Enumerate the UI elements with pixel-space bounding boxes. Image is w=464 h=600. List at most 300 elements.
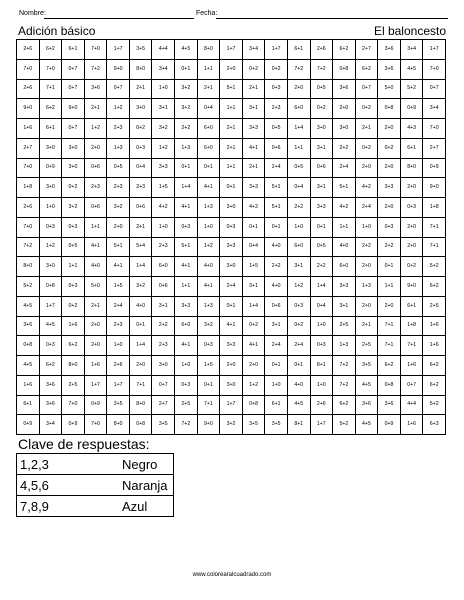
grid-cell[interactable]: 2+0 [400, 178, 423, 198]
grid-cell[interactable]: 9+0 [62, 99, 85, 119]
grid-cell[interactable]: 7+2 [17, 237, 40, 257]
grid-cell[interactable]: 2+4 [355, 198, 378, 218]
grid-cell[interactable]: 6+2 [39, 356, 62, 376]
grid-cell[interactable]: 1+7 [220, 40, 243, 60]
grid-cell[interactable]: 3+0 [220, 257, 243, 277]
grid-cell[interactable]: 2+4 [107, 296, 130, 316]
grid-cell[interactable]: 0+5 [310, 79, 333, 99]
grid-cell[interactable]: 2+1 [355, 119, 378, 139]
grid-cell[interactable]: 3+2 [197, 316, 220, 336]
grid-cell[interactable]: 1+2 [242, 375, 265, 395]
grid-cell[interactable]: 1+1 [287, 138, 310, 158]
grid-cell[interactable]: 2+5 [62, 375, 85, 395]
grid-cell[interactable]: 4+1 [107, 257, 130, 277]
grid-cell[interactable]: 1+6 [400, 356, 423, 376]
grid-cell[interactable]: 6+2 [333, 40, 356, 60]
grid-cell[interactable]: 3+5 [242, 415, 265, 435]
grid-cell[interactable]: 7+0 [84, 415, 107, 435]
grid-cell[interactable]: 3+1 [287, 257, 310, 277]
grid-cell[interactable]: 4+0 [333, 237, 356, 257]
grid-cell[interactable]: 3+0 [310, 119, 333, 139]
grid-cell[interactable]: 1+4 [287, 119, 310, 139]
grid-cell[interactable]: 0+1 [175, 158, 198, 178]
grid-cell[interactable]: 1+7 [265, 40, 288, 60]
grid-cell[interactable]: 2+1 [220, 138, 243, 158]
grid-cell[interactable]: 9+0 [423, 178, 446, 198]
grid-cell[interactable]: 8+0 [107, 415, 130, 435]
grid-cell[interactable]: 2+0 [378, 198, 401, 218]
grid-cell[interactable]: 1+3 [355, 277, 378, 297]
grid-cell[interactable]: 4+4 [152, 40, 175, 60]
grid-cell[interactable]: 3+6 [378, 395, 401, 415]
grid-cell[interactable]: 2+1 [242, 79, 265, 99]
grid-cell[interactable]: 4+5 [17, 356, 40, 376]
grid-cell[interactable]: 1+3 [175, 138, 198, 158]
grid-cell[interactable]: 7+0 [423, 59, 446, 79]
grid-cell[interactable]: 5+1 [265, 178, 288, 198]
grid-cell[interactable]: 7+2 [84, 59, 107, 79]
grid-cell[interactable]: 0+3 [175, 217, 198, 237]
grid-cell[interactable]: 3+1 [265, 316, 288, 336]
grid-cell[interactable]: 4+1 [197, 178, 220, 198]
grid-cell[interactable]: 1+0 [39, 198, 62, 218]
grid-cell[interactable]: 4+2 [152, 198, 175, 218]
grid-cell[interactable]: 2+6 [310, 395, 333, 415]
grid-cell[interactable]: 0+3 [287, 296, 310, 316]
grid-cell[interactable]: 0+4 [287, 178, 310, 198]
grid-cell[interactable]: 6+0 [287, 237, 310, 257]
grid-cell[interactable]: 7+2 [310, 59, 333, 79]
grid-cell[interactable]: 8+0 [197, 40, 220, 60]
grid-cell[interactable]: 8+1 [310, 356, 333, 376]
grid-cell[interactable]: 0+1 [378, 257, 401, 277]
grid-cell[interactable]: 3+0 [220, 375, 243, 395]
grid-cell[interactable]: 1+6 [400, 415, 423, 435]
grid-cell[interactable]: 9+0 [197, 415, 220, 435]
grid-cell[interactable]: 4+5 [39, 316, 62, 336]
grid-cell[interactable]: 2+1 [220, 119, 243, 139]
grid-cell[interactable]: 1+6 [62, 316, 85, 336]
grid-cell[interactable]: 1+8 [423, 198, 446, 218]
grid-cell[interactable]: 1+0 [175, 356, 198, 376]
grid-cell[interactable]: 7+1 [423, 217, 446, 237]
grid-cell[interactable]: 0+3 [378, 217, 401, 237]
grid-cell[interactable]: 2+2 [152, 316, 175, 336]
grid-cell[interactable]: 2+3 [107, 119, 130, 139]
grid-cell[interactable]: 4+4 [400, 395, 423, 415]
grid-cell[interactable]: 3+4 [152, 59, 175, 79]
grid-cell[interactable]: 1+4 [242, 296, 265, 316]
grid-cell[interactable]: 5+1 [265, 198, 288, 218]
grid-cell[interactable]: 2+1 [355, 316, 378, 336]
grid-cell[interactable]: 6+0 [287, 99, 310, 119]
grid-cell[interactable]: 1+3 [197, 296, 220, 316]
grid-cell[interactable]: 8+1 [287, 415, 310, 435]
grid-cell[interactable]: 2+3 [265, 99, 288, 119]
grid-cell[interactable]: 0+3 [175, 375, 198, 395]
grid-cell[interactable]: 0+9 [62, 415, 85, 435]
grid-cell[interactable]: 4+0 [84, 257, 107, 277]
grid-cell[interactable]: 6+2 [39, 40, 62, 60]
grid-cell[interactable]: 2+2 [310, 257, 333, 277]
grid-cell[interactable]: 1+2 [84, 119, 107, 139]
grid-cell[interactable]: 3+1 [310, 178, 333, 198]
grid-cell[interactable]: 0+1 [287, 356, 310, 376]
grid-cell[interactable]: 0+5 [265, 119, 288, 139]
grid-cell[interactable]: 6+2 [423, 375, 446, 395]
grid-cell[interactable]: 6+1 [17, 395, 40, 415]
grid-cell[interactable]: 4+1 [220, 316, 243, 336]
grid-cell[interactable]: 3+1 [152, 296, 175, 316]
grid-cell[interactable]: 3+5 [355, 356, 378, 376]
grid-cell[interactable]: 2+2 [175, 119, 198, 139]
grid-cell[interactable]: 1+6 [84, 356, 107, 376]
grid-cell[interactable]: 0+2 [62, 296, 85, 316]
grid-cell[interactable]: 4+1 [175, 198, 198, 218]
grid-cell[interactable]: 2+4 [333, 158, 356, 178]
grid-cell[interactable]: 0+9 [84, 395, 107, 415]
grid-cell[interactable]: 0+1 [175, 59, 198, 79]
grid-cell[interactable]: 5+2 [423, 257, 446, 277]
grid-cell[interactable]: 2+1 [84, 99, 107, 119]
grid-cell[interactable]: 2+3 [107, 178, 130, 198]
grid-cell[interactable]: 1+7 [310, 415, 333, 435]
grid-cell[interactable]: 1+1 [220, 158, 243, 178]
grid-cell[interactable]: 7+1 [378, 316, 401, 336]
grid-cell[interactable]: 1+2 [152, 138, 175, 158]
grid-cell[interactable]: 2+7 [152, 395, 175, 415]
grid-cell[interactable]: 1+1 [175, 277, 198, 297]
grid-cell[interactable]: 3+6 [378, 40, 401, 60]
grid-cell[interactable]: 0+2 [129, 119, 152, 139]
grid-cell[interactable]: 2+0 [355, 257, 378, 277]
grid-cell[interactable]: 3+0 [62, 158, 85, 178]
grid-cell[interactable]: 3+3 [242, 119, 265, 139]
grid-cell[interactable]: 0+8 [17, 336, 40, 356]
grid-cell[interactable]: 0+4 [310, 296, 333, 316]
grid-cell[interactable]: 6+3 [423, 415, 446, 435]
grid-cell[interactable]: 1+1 [333, 217, 356, 237]
grid-cell[interactable]: 1+7 [84, 375, 107, 395]
grid-cell[interactable]: 1+1 [378, 277, 401, 297]
grid-cell[interactable]: 0+2 [378, 138, 401, 158]
grid-cell[interactable]: 7+0 [84, 40, 107, 60]
grid-cell[interactable]: 1+0 [355, 217, 378, 237]
grid-cell[interactable]: 2+2 [287, 198, 310, 218]
grid-cell[interactable]: 1+4 [129, 336, 152, 356]
grid-cell[interactable]: 0+8 [39, 277, 62, 297]
grid-cell[interactable]: 7+1 [400, 336, 423, 356]
grid-cell[interactable]: 0+3 [62, 217, 85, 237]
grid-cell[interactable]: 7+0 [17, 158, 40, 178]
grid-cell[interactable]: 3+4 [423, 99, 446, 119]
grid-cell[interactable]: 1+6 [17, 119, 40, 139]
grid-cell[interactable]: 3+1 [310, 138, 333, 158]
grid-cell[interactable]: 0+9 [17, 415, 40, 435]
grid-cell[interactable]: 5+2 [17, 277, 40, 297]
grid-cell[interactable]: 0+3 [197, 336, 220, 356]
grid-cell[interactable]: 4+5 [355, 415, 378, 435]
grid-cell[interactable]: 1+2 [107, 99, 130, 119]
grid-cell[interactable]: 0+6 [84, 198, 107, 218]
grid-cell[interactable]: 5+2 [423, 395, 446, 415]
grid-cell[interactable]: 1+4 [175, 178, 198, 198]
grid-cell[interactable]: 0+6 [152, 277, 175, 297]
grid-cell[interactable]: 0+4 [129, 158, 152, 178]
grid-cell[interactable]: 0+6 [129, 198, 152, 218]
grid-cell[interactable]: 3+6 [39, 395, 62, 415]
grid-cell[interactable]: 4+5 [17, 296, 40, 316]
grid-cell[interactable]: 9+0 [400, 277, 423, 297]
grid-cell[interactable]: 7+1 [39, 79, 62, 99]
grid-cell[interactable]: 1+7 [107, 40, 130, 60]
grid-cell[interactable]: 3+0 [39, 257, 62, 277]
grid-cell[interactable]: 0+4 [242, 237, 265, 257]
grid-cell[interactable]: 0+7 [423, 79, 446, 99]
grid-cell[interactable]: 0+5 [62, 237, 85, 257]
grid-cell[interactable]: 0+9 [423, 158, 446, 178]
grid-cell[interactable]: 1+6 [17, 375, 40, 395]
grid-cell[interactable]: 1+2 [39, 237, 62, 257]
grid-cell[interactable]: 3+3 [220, 336, 243, 356]
grid-cell[interactable]: 7+1 [197, 395, 220, 415]
grid-cell[interactable]: 0+2 [287, 316, 310, 336]
grid-cell[interactable]: 1+0 [310, 316, 333, 336]
grid-cell[interactable]: 3+5 [152, 415, 175, 435]
grid-cell[interactable]: 6+2 [355, 59, 378, 79]
grid-cell[interactable]: 1+0 [107, 336, 130, 356]
grid-cell[interactable]: 4+1 [242, 336, 265, 356]
grid-cell[interactable]: 2+7 [423, 138, 446, 158]
grid-cell[interactable]: 4+5 [175, 40, 198, 60]
grid-cell[interactable]: 3+0 [39, 138, 62, 158]
grid-cell[interactable]: 7+2 [287, 59, 310, 79]
grid-cell[interactable]: 4+0 [265, 277, 288, 297]
grid-cell[interactable]: 2+0 [242, 356, 265, 376]
grid-cell[interactable]: 0+7 [62, 79, 85, 99]
grid-cell[interactable]: 7+0 [62, 395, 85, 415]
grid-cell[interactable]: 3+0 [62, 138, 85, 158]
grid-cell[interactable]: 2+6 [310, 40, 333, 60]
grid-cell[interactable]: 0+7 [152, 375, 175, 395]
grid-cell[interactable]: 3+3 [310, 198, 333, 218]
grid-cell[interactable]: 1+0 [152, 217, 175, 237]
grid-cell[interactable]: 3+6 [17, 316, 40, 336]
grid-cell[interactable]: 8+0 [17, 257, 40, 277]
grid-cell[interactable]: 2+5 [333, 316, 356, 336]
grid-cell[interactable]: 3+6 [378, 59, 401, 79]
grid-cell[interactable]: 2+5 [175, 395, 198, 415]
grid-cell[interactable]: 4+1 [175, 257, 198, 277]
grid-cell[interactable]: 1+4 [310, 277, 333, 297]
grid-cell[interactable]: 0+2 [310, 99, 333, 119]
grid-cell[interactable]: 0+9 [378, 415, 401, 435]
grid-cell[interactable]: 0+1 [265, 356, 288, 376]
grid-cell[interactable]: 5+1 [107, 237, 130, 257]
grid-cell[interactable]: 3+4 [242, 40, 265, 60]
grid-cell[interactable]: 2+2 [333, 138, 356, 158]
grid-cell[interactable]: 6+1 [62, 40, 85, 60]
grid-cell[interactable]: 0+2 [355, 99, 378, 119]
grid-cell[interactable]: 2+0 [129, 356, 152, 376]
grid-cell[interactable]: 2+4 [265, 158, 288, 178]
grid-cell[interactable]: 0+3 [62, 277, 85, 297]
grid-cell[interactable]: 8+0 [400, 158, 423, 178]
grid-cell[interactable]: 2+3 [84, 178, 107, 198]
grid-cell[interactable]: 2+2 [265, 257, 288, 277]
grid-cell[interactable]: 2+1 [197, 79, 220, 99]
grid-cell[interactable]: 0+1 [265, 217, 288, 237]
grid-cell[interactable]: 4+2 [333, 198, 356, 218]
grid-cell[interactable]: 4+0 [265, 237, 288, 257]
grid-cell[interactable]: 3+2 [62, 198, 85, 218]
grid-cell[interactable]: 3+3 [333, 277, 356, 297]
grid-cell[interactable]: 3+1 [152, 99, 175, 119]
grid-cell[interactable]: 3+1 [242, 277, 265, 297]
grid-cell[interactable]: 6+2 [333, 395, 356, 415]
grid-cell[interactable]: 6+2 [378, 356, 401, 376]
grid-cell[interactable]: 4+2 [355, 178, 378, 198]
grid-cell[interactable]: 0+3 [310, 336, 333, 356]
grid-cell[interactable]: 2+0 [84, 138, 107, 158]
grid-cell[interactable]: 6+1 [400, 296, 423, 316]
grid-cell[interactable]: 4+5 [287, 395, 310, 415]
grid-cell[interactable]: 0+2 [355, 138, 378, 158]
grid-cell[interactable]: 7+0 [17, 217, 40, 237]
grid-cell[interactable]: 0+7 [355, 79, 378, 99]
grid-cell[interactable]: 3+2 [220, 415, 243, 435]
grid-cell[interactable]: 0+3 [265, 79, 288, 99]
grid-cell[interactable]: 9+0 [17, 99, 40, 119]
grid-cell[interactable]: 2+7 [17, 138, 40, 158]
grid-cell[interactable]: 2+3 [107, 316, 130, 336]
grid-cell[interactable]: 7+2 [175, 415, 198, 435]
grid-cell[interactable]: 1+5 [152, 178, 175, 198]
grid-cell[interactable]: 1+2 [287, 277, 310, 297]
grid-cell[interactable]: 0+8 [378, 375, 401, 395]
grid-cell[interactable]: 1+1 [62, 257, 85, 277]
grid-cell[interactable]: 4+2 [242, 198, 265, 218]
grid-cell[interactable]: 8+0 [129, 395, 152, 415]
grid-cell[interactable]: 7+1 [378, 336, 401, 356]
grid-cell[interactable]: 6+2 [423, 277, 446, 297]
grid-cell[interactable]: 2+0 [333, 99, 356, 119]
grid-cell[interactable]: 4+1 [84, 237, 107, 257]
grid-cell[interactable]: 3+2 [152, 119, 175, 139]
grid-cell[interactable]: 3+2 [129, 277, 152, 297]
grid-cell[interactable]: 6+0 [152, 257, 175, 277]
grid-cell[interactable]: 5+1 [333, 178, 356, 198]
grid-cell[interactable]: 0+1 [197, 375, 220, 395]
grid-cell[interactable]: 5+1 [220, 79, 243, 99]
grid-cell[interactable]: 3+0 [220, 198, 243, 218]
grid-cell[interactable]: 4+3 [400, 119, 423, 139]
grid-cell[interactable]: 1+1 [84, 217, 107, 237]
grid-cell[interactable]: 1+6 [423, 336, 446, 356]
grid-cell[interactable]: 2+0 [107, 217, 130, 237]
grid-cell[interactable]: 3+5 [265, 415, 288, 435]
grid-cell[interactable]: 0+3 [400, 198, 423, 218]
grid-cell[interactable]: 2+4 [220, 277, 243, 297]
grid-cell[interactable]: 3+3 [152, 158, 175, 178]
grid-cell[interactable]: 8+0 [62, 356, 85, 376]
grid-cell[interactable]: 0+6 [265, 138, 288, 158]
grid-cell[interactable]: 5+0 [378, 79, 401, 99]
grid-cell[interactable]: 4+1 [197, 277, 220, 297]
grid-cell[interactable]: 6+2 [39, 99, 62, 119]
grid-cell[interactable]: 3+0 [39, 178, 62, 198]
grid-cell[interactable]: 3+6 [39, 375, 62, 395]
grid-cell[interactable]: 8+0 [129, 59, 152, 79]
grid-cell[interactable]: 1+0 [287, 217, 310, 237]
grid-cell[interactable]: 2+3 [129, 178, 152, 198]
grid-cell[interactable]: 6+1 [39, 119, 62, 139]
grid-cell[interactable]: 7+1 [423, 237, 446, 257]
grid-cell[interactable]: 6+0 [197, 138, 220, 158]
grid-cell[interactable]: 0+8 [333, 59, 356, 79]
grid-cell[interactable]: 1+7 [39, 296, 62, 316]
grid-cell[interactable]: 2+1 [129, 79, 152, 99]
grid-cell[interactable]: 0+5 [310, 237, 333, 257]
grid-cell[interactable]: 0+6 [265, 296, 288, 316]
grid-cell[interactable]: 2+0 [400, 217, 423, 237]
grid-cell[interactable]: 2+2 [378, 237, 401, 257]
grid-cell[interactable]: 0+5 [287, 158, 310, 178]
grid-cell[interactable]: 6+1 [400, 138, 423, 158]
grid-cell[interactable]: 0+3 [39, 336, 62, 356]
grid-cell[interactable]: 3+0 [129, 99, 152, 119]
grid-cell[interactable]: 1+3 [333, 336, 356, 356]
grid-cell[interactable]: 1+8 [17, 178, 40, 198]
grid-cell[interactable]: 0+6 [84, 158, 107, 178]
grid-cell[interactable]: 0+7 [62, 119, 85, 139]
grid-cell[interactable]: 6+1 [265, 395, 288, 415]
grid-cell[interactable]: 3+4 [39, 415, 62, 435]
grid-cell[interactable]: 0+2 [400, 257, 423, 277]
grid-cell[interactable]: 1+2 [197, 237, 220, 257]
grid-cell[interactable]: 0+1 [220, 296, 243, 316]
grid-cell[interactable]: 5+1 [175, 237, 198, 257]
grid-cell[interactable]: 1+5 [107, 277, 130, 297]
grid-cell[interactable]: 3+5 [107, 395, 130, 415]
grid-cell[interactable]: 1+4 [129, 257, 152, 277]
grid-cell[interactable]: 2+0 [355, 296, 378, 316]
grid-cell[interactable]: 1+3 [197, 198, 220, 218]
grid-cell[interactable]: 1+7 [423, 40, 446, 60]
grid-cell[interactable]: 2+6 [107, 356, 130, 376]
grid-cell[interactable]: 3+5 [129, 40, 152, 60]
grid-cell[interactable]: 0+3 [220, 217, 243, 237]
grid-cell[interactable]: 2+0 [378, 119, 401, 139]
grid-cell[interactable]: 2+5 [423, 296, 446, 316]
grid-cell[interactable]: 1+1 [220, 99, 243, 119]
grid-cell[interactable]: 2+4 [287, 336, 310, 356]
grid-cell[interactable]: 3+6 [333, 79, 356, 99]
grid-cell[interactable]: 4+5 [400, 59, 423, 79]
grid-cell[interactable]: 5+4 [129, 237, 152, 257]
grid-cell[interactable]: 6+2 [423, 356, 446, 376]
grid-cell[interactable]: 2+7 [355, 40, 378, 60]
grid-cell[interactable]: 3+3 [378, 178, 401, 198]
grid-cell[interactable]: 1+7 [107, 375, 130, 395]
grid-cell[interactable]: 4+0 [287, 375, 310, 395]
grid-cell[interactable]: 6+1 [287, 40, 310, 60]
grid-cell[interactable]: 4+5 [355, 375, 378, 395]
grid-cell[interactable]: 0+2 [265, 59, 288, 79]
grid-cell[interactable]: 1+5 [242, 257, 265, 277]
grid-cell[interactable]: 7+2 [333, 375, 356, 395]
grid-cell[interactable]: 3+1 [242, 99, 265, 119]
